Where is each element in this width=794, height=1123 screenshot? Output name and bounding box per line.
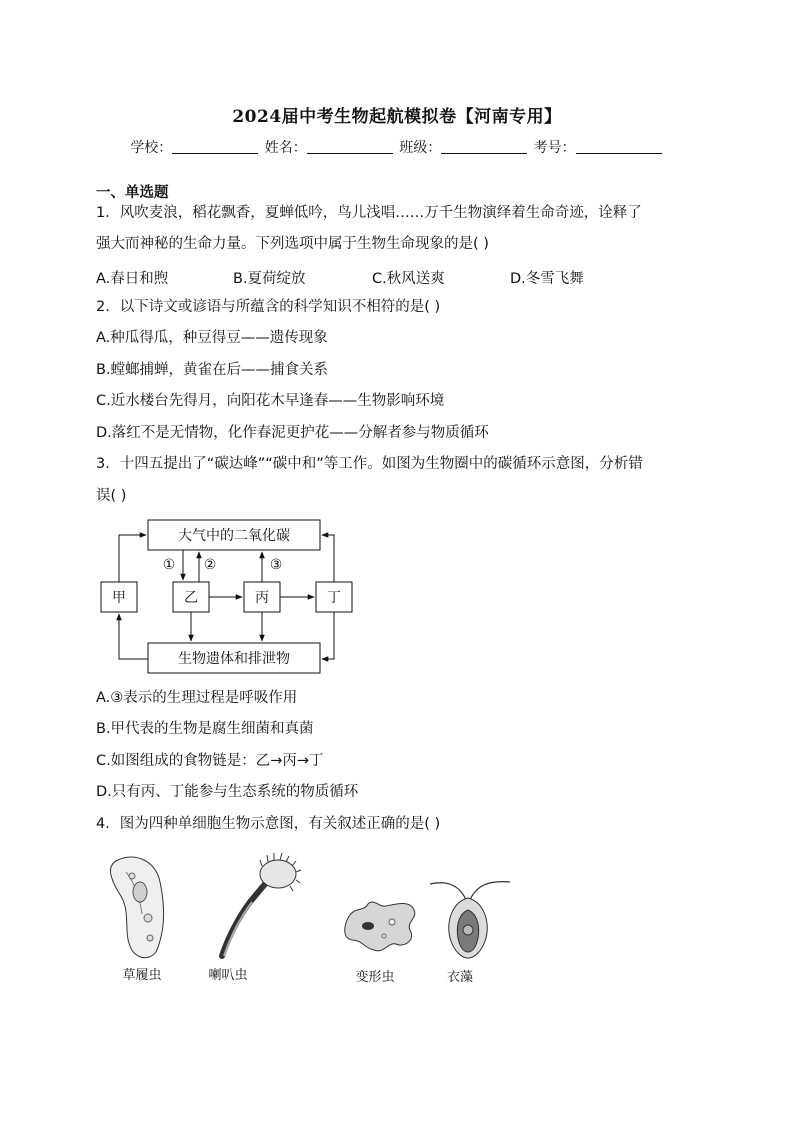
q2-option-a[interactable]: A.种瓜得瓜，种豆得豆——遗传现象 <box>96 330 328 346</box>
school-label: 学校： <box>130 140 173 156</box>
remains-label: 生物遗体和排泄物 <box>178 651 290 667</box>
chlamydomonas-illustration <box>426 876 516 962</box>
mark-3: ③ <box>269 557 283 573</box>
student-info-line <box>0 137 794 157</box>
paramecium-label: 草履虫 <box>122 968 162 983</box>
q3-line2: 误( ) <box>96 488 127 504</box>
arrow-ding-to-atmosphere <box>322 535 334 582</box>
q1-option-b[interactable]: B.夏荷绽放 <box>233 271 306 287</box>
q3-option-a[interactable]: A.③表示的生理过程是呼吸作用 <box>96 690 298 706</box>
q1-line1: 1．风吹麦浪，稻花飘香，夏蝉低吟，鸟儿浅唱……万千生物演绎着生命奇迹，诠释了 <box>96 205 642 221</box>
name-blank[interactable] <box>307 139 393 154</box>
paramecium-illustration <box>104 852 174 962</box>
q1-option-d[interactable]: D.冬雪飞舞 <box>510 271 584 287</box>
class-blank[interactable] <box>441 139 527 154</box>
q4-stem: 4．图为四种单细胞生物示意图，有关叙述正确的是( ) <box>96 816 441 832</box>
q3-option-c[interactable]: C.如图组成的食物链是：乙→丙→丁 <box>96 753 324 769</box>
q2-stem: 2．以下诗文或谚语与所蕴含的科学知识不相符的是( ) <box>96 299 441 315</box>
arrow-remains-to-jia <box>119 614 148 659</box>
exam-title: 2024届中考生物起航模拟卷【河南专用】 <box>232 107 562 127</box>
q3-line1: 3．十四五提出了“碳达峰”“碳中和”等工作。如图为生物圈中的碳循环示意图，分析错 <box>96 456 643 472</box>
q1-line2: 强大而神秘的生命力量。下列选项中属于生物生命现象的是( ) <box>96 236 489 252</box>
ding-label: 丁 <box>327 590 341 606</box>
mark-1: ① <box>162 557 176 573</box>
arrow-ding-to-remains <box>322 612 334 659</box>
q2-option-d[interactable]: D.落红不是无情物，化作春泥更护花——分解者参与物质循环 <box>96 425 489 441</box>
q1-option-a[interactable]: A.春日和煦 <box>96 271 169 287</box>
arrow-jia-to-atmosphere <box>119 535 146 582</box>
carbon-cycle-diagram <box>96 512 366 677</box>
amoeba-illustration <box>340 896 420 960</box>
stentor-illustration <box>212 852 302 962</box>
exam-number-label: 考号： <box>533 140 576 156</box>
school-blank[interactable] <box>172 139 258 154</box>
stentor-label: 喇叭虫 <box>208 968 248 983</box>
exam-number-blank[interactable] <box>576 139 662 154</box>
q3-option-d[interactable]: D.只有丙、丁能参与生态系统的物质循环 <box>96 784 359 800</box>
class-label: 班级： <box>399 140 442 156</box>
name-label: 姓名： <box>264 140 307 156</box>
jia-label: 甲 <box>112 590 126 606</box>
amoeba-label: 变形虫 <box>355 970 395 985</box>
atmosphere-label: 大气中的二氧化碳 <box>178 528 290 544</box>
section-title: 一、单选题 <box>96 185 169 201</box>
chlamydomonas-label: 衣藻 <box>446 970 473 985</box>
q2-option-b[interactable]: B.螳螂捕蝉，黄雀在后——捕食关系 <box>96 362 329 378</box>
q2-option-c[interactable]: C.近水楼台先得月，向阳花木早逢春——生物影响环境 <box>96 393 445 409</box>
yi-label: 乙 <box>184 590 198 606</box>
mark-2: ② <box>203 557 217 573</box>
bing-label: 丙 <box>255 590 269 606</box>
q1-option-c[interactable]: C.秋风送爽 <box>372 271 445 287</box>
q3-option-b[interactable]: B.甲代表的生物是腐生细菌和真菌 <box>96 721 314 737</box>
